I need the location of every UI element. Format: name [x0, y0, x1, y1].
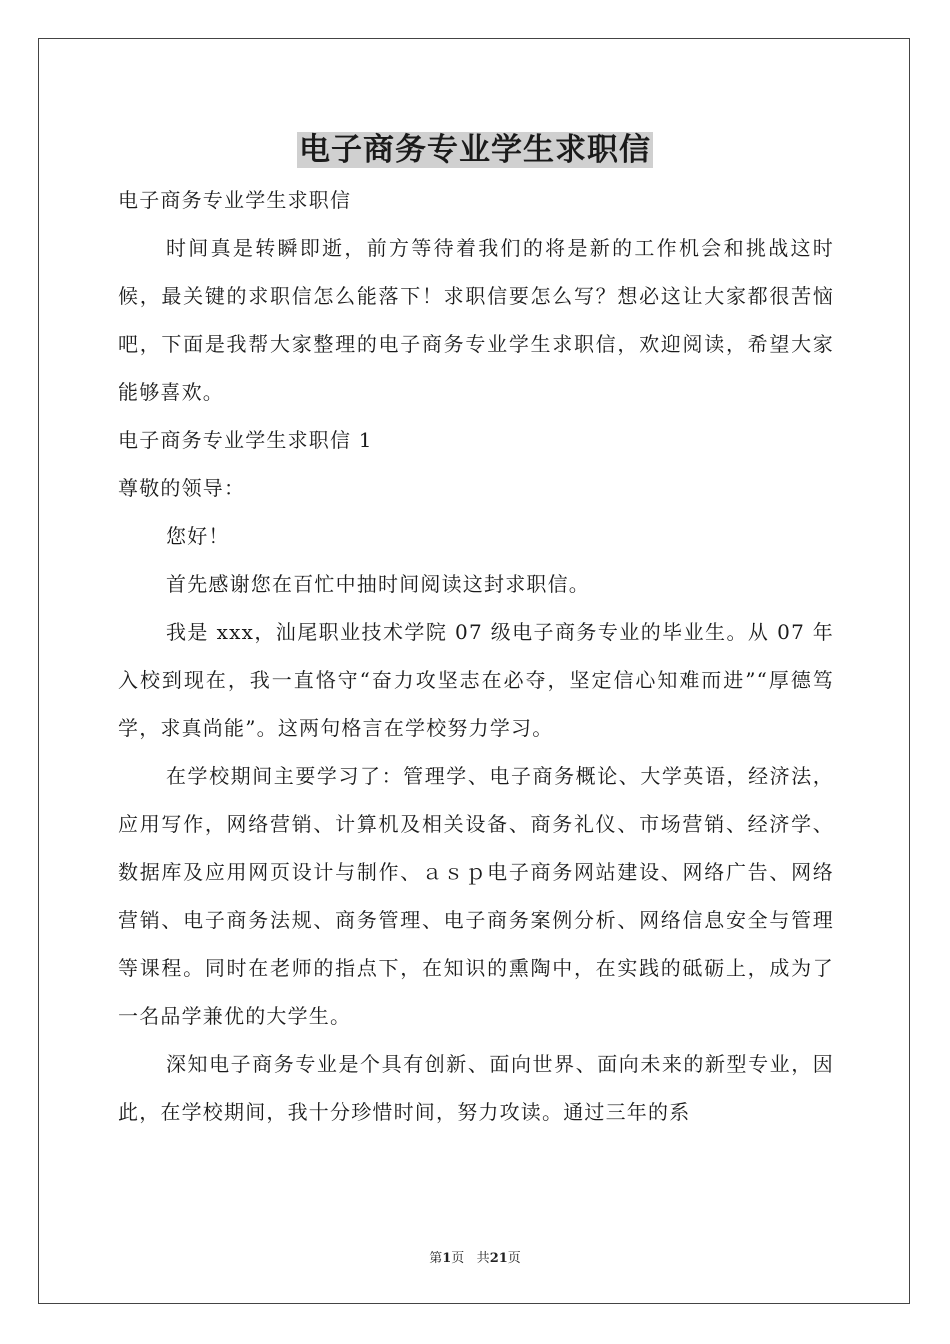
document-body — [118, 176, 834, 1136]
page-footer — [0, 1247, 950, 1266]
footer-total-number: 21 — [489, 1251, 508, 1266]
footer-page-prefix: 第 — [429, 1251, 443, 1266]
paragraph-major: 深知电子商务专业是个具有创新、面向世界、面向未来的新型专业，因此，在学校期间，我十分珍惜时间，努力攻读。通过三年的系 — [118, 1052, 834, 1124]
document-title — [0, 128, 950, 172]
footer-page-number: 1 — [442, 1251, 452, 1266]
salutation: 尊敬的领导： — [118, 476, 246, 500]
document-title-text: 电子商务专业学生求职信 — [299, 132, 651, 168]
document-subtitle: 电子商务专业学生求职信 — [118, 188, 352, 212]
footer-total-suffix: 页 — [507, 1251, 521, 1266]
footer-total-prefix: 共 — [476, 1251, 490, 1266]
intro-paragraph: 时间真是转瞬即逝，前方等待着我们的将是新的工作机会和挑战这时候，最关键的求职信怎么能落下！求职信要怎么写？想必这让大家都很苦恼吧，下面是我帮大家整理的电子商务专业学生求职信，欢迎阅读，希望大家能够喜欢。 — [118, 236, 834, 404]
paragraph-thanks: 首先感谢您在百忙中抽时间阅读这封求职信。 — [166, 572, 590, 596]
paragraph-courses: 在学校期间主要学习了：管理学、电子商务概论、大学英语，经济法，应用写作，网络营销、计算机及相关设备、商务礼仪、市场营销、经济学、数据库及应用网页设计与制作、ａｓｐ电子商务网站建设、网络广告、网络营销、电子商务法规、商务管理、电子商务案例分析、网络信息安全与管理等课程。同时在老师的指点下，在知识的熏陶中，在实践的砥砺上，成为了一名品学兼优的大学生。 — [118, 764, 834, 1028]
paragraph-introduction: 我是 xxx，汕尾职业技术学院 07 级电子商务专业的毕业生。从 07 年入校到现在，我一直恪守“奋力攻坚志在必夺，坚定信心知难而进”“厚德笃学，求真尚能”。这两句格言在学校努力学习。 — [118, 620, 834, 740]
section-heading: 电子商务专业学生求职信 1 — [118, 428, 373, 452]
greeting: 您好！ — [166, 524, 230, 548]
footer-page-suffix: 页 — [451, 1251, 465, 1266]
